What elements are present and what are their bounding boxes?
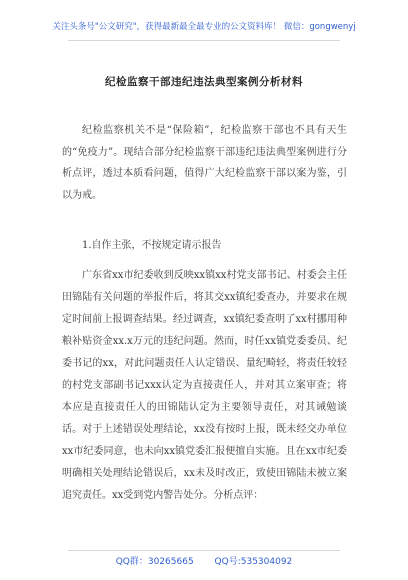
footer-qq-group: QQ群：30265665 (115, 557, 194, 567)
header-divider (68, 40, 340, 41)
header-note: 关注头条号"公文研究"，获得最新最全最专业的公文资料库！ 微信：gongwenyj (52, 22, 356, 32)
case-paragraph-block (62, 265, 347, 507)
footer-divider (68, 550, 340, 551)
section-heading: 1.自作主张，不按规定请示报告 (82, 240, 222, 251)
footer-qq: QQ号:535304092 (214, 557, 293, 567)
intro-paragraph: 纪检监察机关不是“保险箱”，纪检监察干部也不具有天生的“免疫力”。现结合部分纪检监察干部违纪违法典型案例进行分析点评，透过本质看问题，值得广大纪检监察干部以案为鉴，引以为戒。 (62, 125, 347, 201)
document-title: 纪检监察干部违纪违法典型案例分析材料 (105, 76, 303, 88)
intro-paragraph-block (62, 120, 347, 206)
case-paragraph: 广东省xx市纪委收到反映xx镇xx村党支部书记、村委会主任田锦陆有关问题的举报件后，将其交xx镇纪委查办，并要求在规定时间前上报调查结果。经过调查，xx镇纪委查明了xx村挪用种粮补贴资金xx.x万元的违纪问题。然而，时任xx镇党委委员、纪委书记的xx，对此问题责任人认定错误、量纪畸轻，将责任较轻的村党支部副书记xxx认定为直接责任人，并对其立案审查；将本应是直接责任人的田锦陆认定为主要领导责任，对其诫勉谈话。对于上述错误处理结论，xx没有按时上报，既未经交办单位xx市纪委同意，也未向xx镇党委汇报便擅自实施。且在xx市纪委明确相关处理结论错误后，xx未及时改正，致使田锦陆未被立案追究责任。xx受到党内警告处分。分析点评： (62, 270, 347, 501)
footer (0, 554, 408, 567)
